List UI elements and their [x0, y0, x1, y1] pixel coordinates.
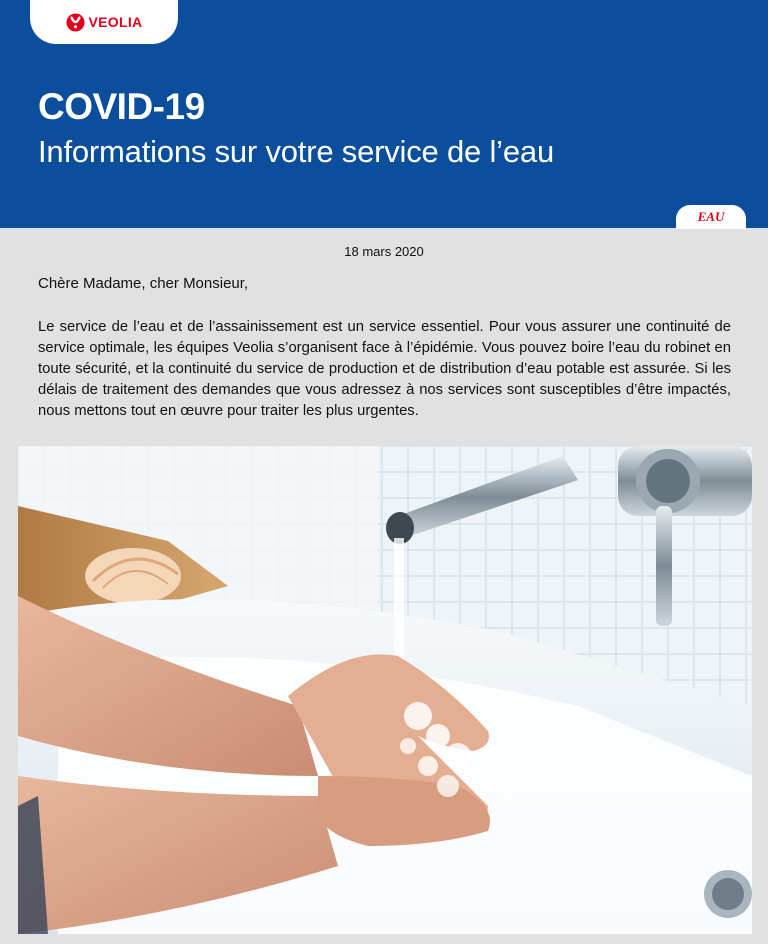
- letter-paragraph: Le service de l’eau et de l’assainissement est un service essentiel. Pour vous assurer une continuité de service optimale, les équipes Veolia s’organisent face à l’épidémie. Vous pouvez boire l’eau du robinet en toute sécurité, et la continuité du service de production et de distribution d’eau potable est assurée. Si les délais de traitement des demandes que vous adressez à nos services sont susceptibles d’être impactés, nous mettons tout en œuvre pour traiter les plus urgentes.: [38, 319, 731, 419]
- category-tag: EAU: [676, 205, 746, 229]
- letter-date: 18 mars 2020: [344, 244, 424, 259]
- veolia-logo[interactable]: [30, 0, 178, 44]
- page-title: COVID-19: [38, 86, 205, 127]
- handwashing-photo: [18, 446, 752, 934]
- header-banner: [0, 0, 768, 228]
- letter-greeting: Chère Madame, cher Monsieur,: [38, 275, 249, 292]
- page-subtitle: Informations sur votre service de l’eau: [38, 134, 554, 169]
- veolia-logo-icon: [66, 13, 85, 32]
- logo-text: VEOLIA: [88, 14, 143, 30]
